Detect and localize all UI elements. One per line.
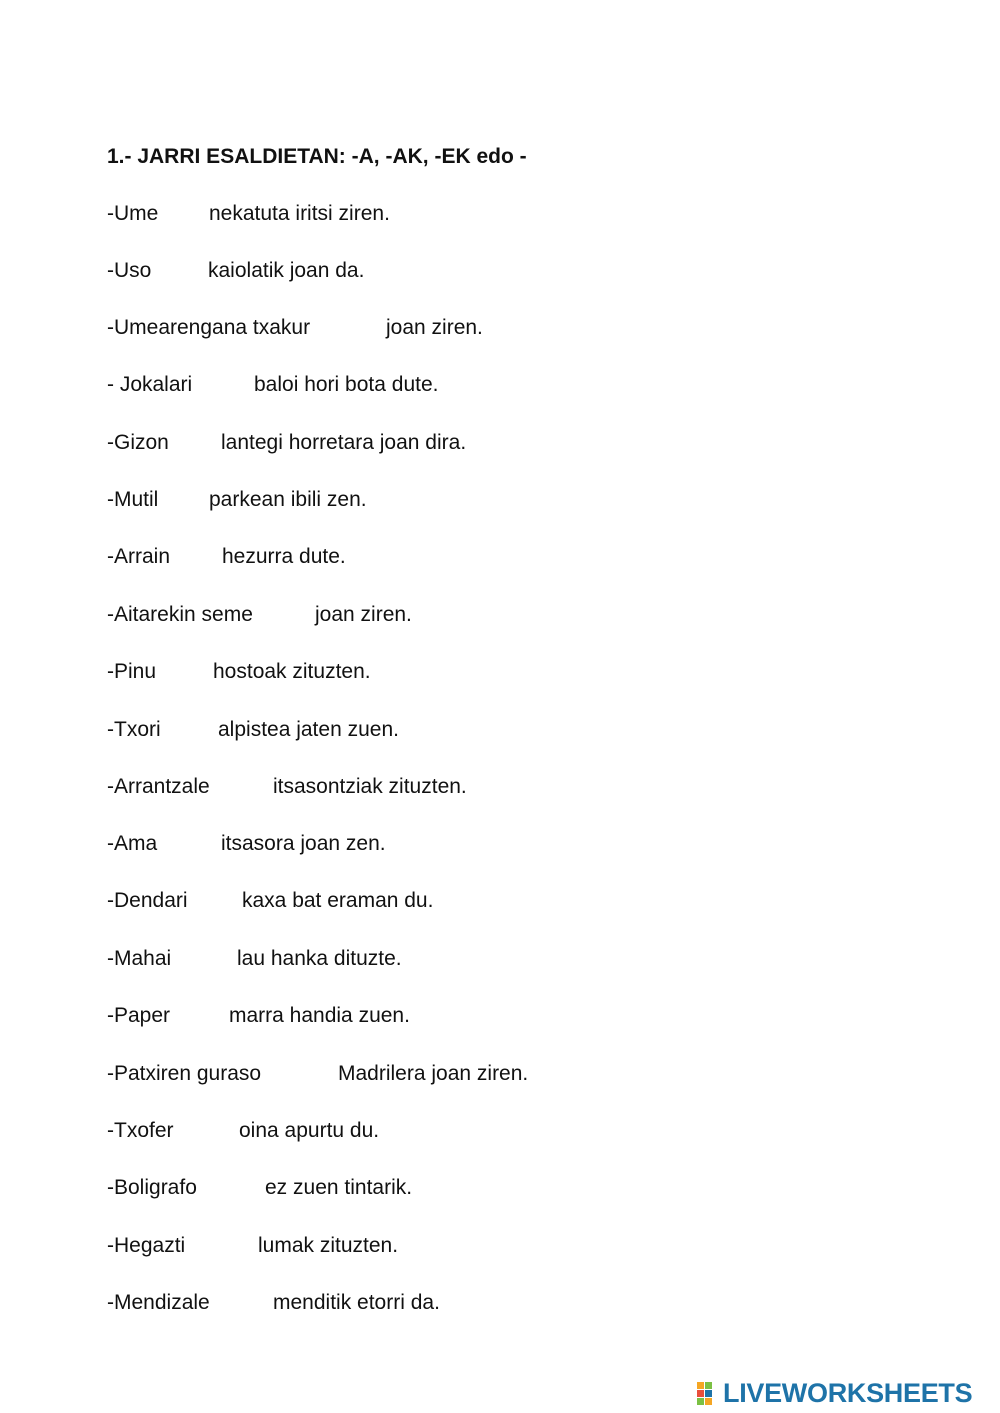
sentence-subject: -Gizon <box>107 431 169 454</box>
sentence-subject: -Mahai <box>107 947 172 970</box>
answer-blank-input[interactable] <box>159 259 208 287</box>
sentence-remainder: itsasontziak zituzten. <box>273 775 467 798</box>
answer-blank-input[interactable] <box>204 373 254 401</box>
sentence-subject: -Aitarekin seme <box>107 603 253 626</box>
sentence-remainder: parkean ibili zen. <box>209 488 367 511</box>
answer-blank-input[interactable] <box>166 202 209 230</box>
answer-blank-input[interactable] <box>272 603 315 631</box>
sentence-remainder: hezurra dute. <box>222 545 346 568</box>
answer-blank-input[interactable] <box>178 431 221 459</box>
sentence-remainder: nekatuta iritsi ziren. <box>209 202 390 225</box>
answer-blank-input[interactable] <box>223 1291 273 1319</box>
sentence-remainder: menditik etorri da. <box>273 1291 440 1314</box>
sentence-row <box>0 488 1000 518</box>
sentence-subject: -Arrain <box>107 545 171 568</box>
sentence-row <box>0 1234 1000 1264</box>
sentence-subject: -Umearengana txakur <box>107 316 311 339</box>
exercise-title: 1.- JARRI ESALDIETAN: -A, -AK, -EK edo - <box>107 145 527 168</box>
answer-blank-input[interactable] <box>182 947 237 975</box>
sentence-row <box>0 1004 1000 1034</box>
sentence-remainder: itsasora joan zen. <box>221 832 386 855</box>
sentence-row <box>0 775 1000 805</box>
sentence-subject: -Ume <box>107 202 159 225</box>
sentence-remainder: joan ziren. <box>386 316 483 339</box>
sentence-row <box>0 1291 1000 1321</box>
answer-blank-input[interactable] <box>179 1004 229 1032</box>
sentence-row <box>0 718 1000 748</box>
sentence-remainder: kaxa bat eraman du. <box>242 889 434 912</box>
answer-blank-input[interactable] <box>209 1176 265 1204</box>
answer-blank-input[interactable] <box>166 832 221 860</box>
sentence-subject: -Boligrafo <box>107 1176 197 1199</box>
sentence-remainder: kaiolatik joan da. <box>208 259 365 282</box>
sentence-subject: -Txofer <box>107 1119 174 1142</box>
answer-blank-input[interactable] <box>223 775 273 803</box>
logo-text: LIVEWORKSHEETS <box>723 1378 973 1408</box>
answer-blank-input[interactable] <box>166 488 209 516</box>
sentence-remainder: lantegi horretara joan dira. <box>221 431 467 454</box>
sentence-row <box>0 373 1000 403</box>
sentence-row <box>0 603 1000 633</box>
sentence-row <box>0 202 1000 232</box>
sentence-subject: -Uso <box>107 259 152 282</box>
sentence-remainder: marra handia zuen. <box>229 1004 410 1027</box>
sentence-subject: -Hegazti <box>107 1234 186 1257</box>
sentence-row <box>0 259 1000 289</box>
answer-blank-input[interactable] <box>281 1062 338 1090</box>
sentence-row <box>0 660 1000 690</box>
sentence-row <box>0 1062 1000 1092</box>
sentence-subject: -Pinu <box>107 660 157 683</box>
sentence-row <box>0 832 1000 862</box>
sentence-remainder: lau hanka dituzte. <box>237 947 402 970</box>
answer-blank-input[interactable] <box>169 718 218 746</box>
sentence-subject: -Paper <box>107 1004 171 1027</box>
sentence-remainder: oina apurtu du. <box>239 1119 380 1142</box>
answer-blank-input[interactable] <box>182 1119 239 1147</box>
sentence-row <box>0 1119 1000 1149</box>
answer-blank-input[interactable] <box>164 660 213 688</box>
sentence-row <box>0 889 1000 919</box>
sentence-row <box>0 1176 1000 1206</box>
sentence-subject: - Jokalari <box>107 373 193 396</box>
sentence-remainder: alpistea jaten zuen. <box>218 718 399 741</box>
sentence-subject: -Mutil <box>107 488 159 511</box>
sentence-remainder: hostoak zituzten. <box>213 660 371 683</box>
sentence-remainder: baloi hori bota dute. <box>254 373 439 396</box>
sentence-subject: -Txori <box>107 718 161 741</box>
liveworksheets-logo <box>697 1378 997 1408</box>
sentence-subject: -Ama <box>107 832 158 855</box>
sentence-row <box>0 316 1000 346</box>
answer-blank-input[interactable] <box>199 889 242 917</box>
sentence-remainder: ez zuen tintarik. <box>265 1176 413 1199</box>
sentence-subject: -Patxiren guraso <box>107 1062 262 1085</box>
sentence-remainder: lumak zituzten. <box>258 1234 399 1257</box>
answer-blank-input[interactable] <box>179 545 222 573</box>
sentence-row <box>0 545 1000 575</box>
sentence-remainder: Madrilera joan ziren. <box>338 1062 529 1085</box>
sentence-remainder: joan ziren. <box>315 603 412 626</box>
sentence-subject: -Arrantzale <box>107 775 210 798</box>
liveworksheets-logo-icon <box>697 1382 721 1406</box>
sentence-row <box>0 947 1000 977</box>
sentence-subject: -Mendizale <box>107 1291 210 1314</box>
answer-blank-input[interactable] <box>196 1234 258 1262</box>
answer-blank-input[interactable] <box>336 316 386 344</box>
sentence-subject: -Dendari <box>107 889 188 912</box>
sentence-row <box>0 431 1000 461</box>
